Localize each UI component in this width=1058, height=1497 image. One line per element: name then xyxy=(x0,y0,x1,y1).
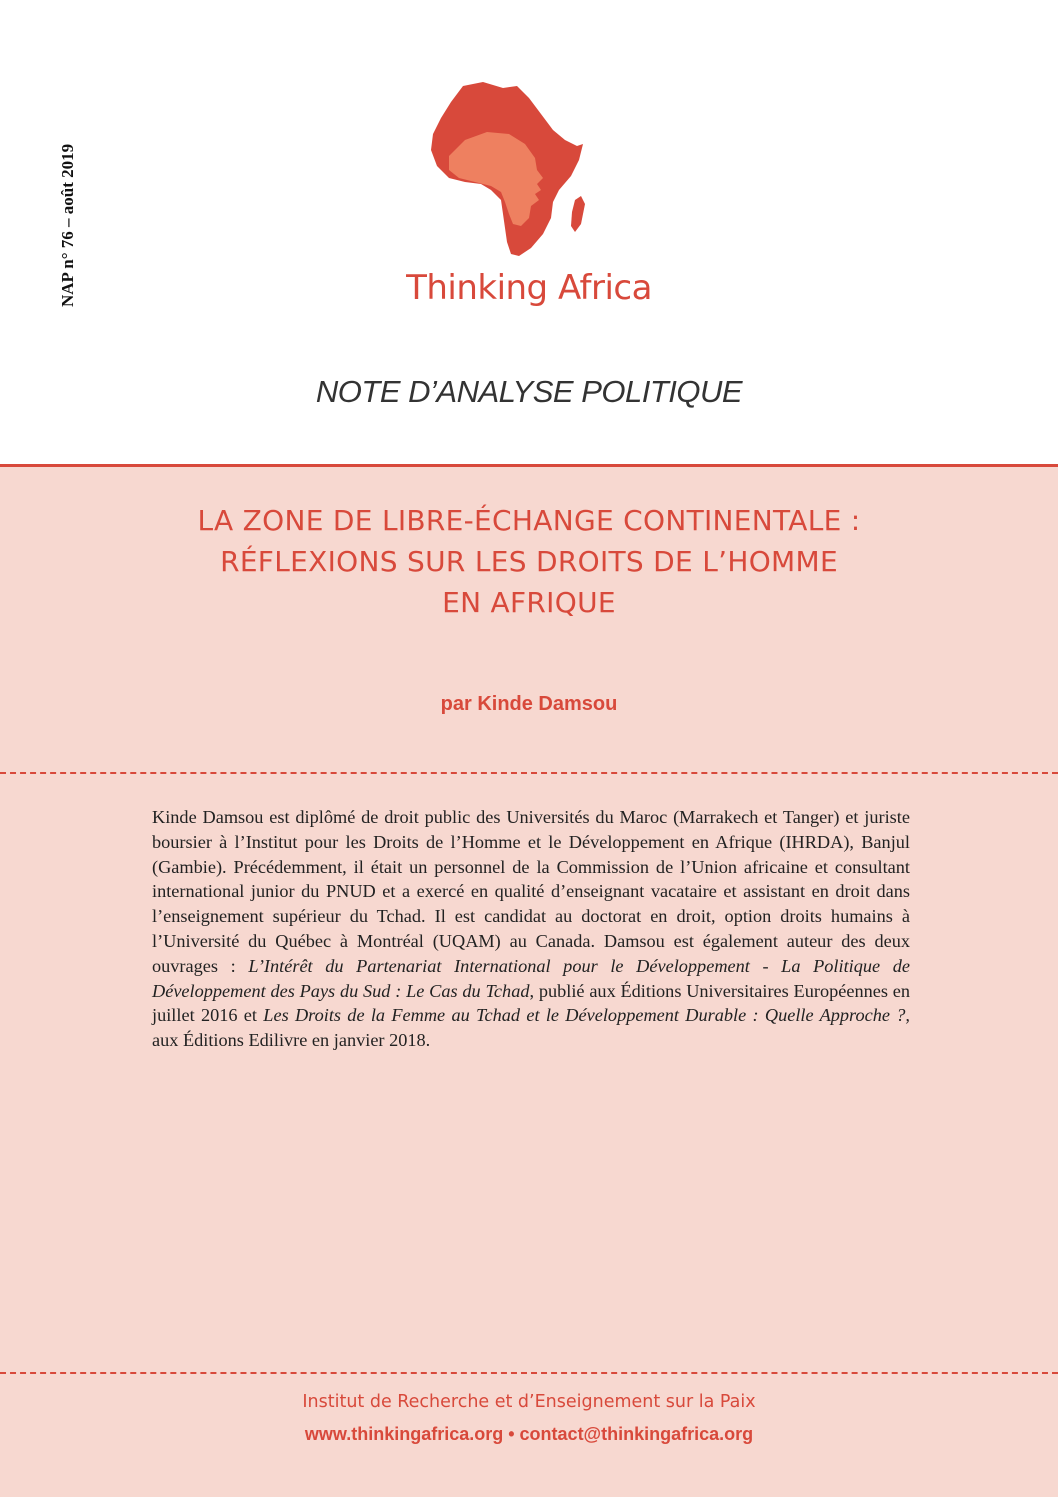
bio-text-3: aux Éditions Edilivre en janvier 2018. xyxy=(152,1030,431,1051)
brand-name: Thinking Africa xyxy=(406,268,652,308)
website-link[interactable]: www.thinkingafrica.org xyxy=(304,1424,504,1444)
bio-book-title-1: L’Intérêt du Partenariat International pour le Développement - La Politique de Développement des Pays du Sud : Le Cas du Tchad xyxy=(152,955,911,1001)
madagascar-shape xyxy=(571,196,585,232)
title-line-2: RÉFLEXIONS SUR LES DROITS DE L’HOMME xyxy=(220,545,838,578)
author-byline: par Kinde Damsou xyxy=(440,693,618,715)
bio-text-2: , publié aux Éditions Universitaires Européennes en juillet 2016 et xyxy=(152,980,910,1026)
institute-name: Institut de Recherche et d’Enseignement sur la Paix xyxy=(302,1392,756,1412)
bio-book-title-2: Les Droits de la Femme au Tchad et le Développement Durable : Quelle Approche ?, xyxy=(263,1005,910,1026)
dashed-divider-bottom xyxy=(0,1372,1058,1374)
issue-label: NAP n° 76 – août 2019 xyxy=(58,143,77,307)
contact-separator: • xyxy=(503,1424,520,1444)
cover-header xyxy=(0,0,1058,465)
contact-line xyxy=(0,1424,1058,1445)
title-line-3: EN AFRIQUE xyxy=(442,586,616,619)
document-type: NOTE D’ANALYSE POLITIQUE xyxy=(315,374,743,409)
page-title xyxy=(0,500,1058,623)
title-line-1: LA ZONE DE LIBRE-ÉCHANGE CONTINENTALE : xyxy=(197,504,861,537)
bio-text-1: Kinde Damsou est diplômé de droit public des Universités du Maroc (Marrakech et Tanger) et juriste boursier à l’Institut pour les Droits de l’Homme et le Développement en Afrique (IHRDA), Banjul (Gambie). Précédemment, il était un personnel de la Commission de l’Union africaine et consultant international junior du PNUD et a exercé en qualité d’enseignant vacataire et assistant en droit dans l’enseignement supérieur du Tchad. Il est candidat au doctorat en droit, option droits humains à l’Université du Québec à Montréal (UQAM) au Canada. Damsou est également auteur des deux ouvrages : xyxy=(152,807,910,976)
dashed-divider-top xyxy=(0,772,1058,774)
email-link[interactable]: contact@thinkingafrica.org xyxy=(519,1424,754,1444)
africa-map-face-icon xyxy=(425,78,595,260)
author-bio xyxy=(152,805,910,1053)
